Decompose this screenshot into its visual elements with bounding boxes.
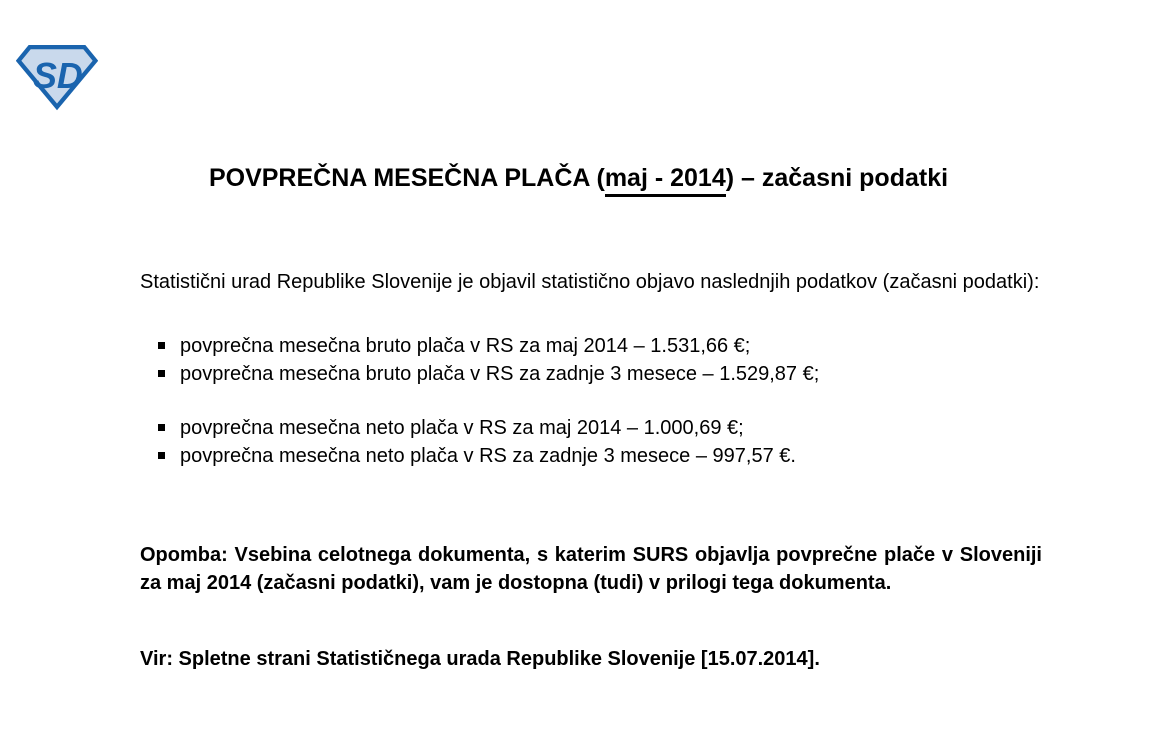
list-item bbox=[158, 332, 1018, 360]
neto-bullet-list bbox=[158, 414, 1018, 470]
title-suffix: ) – začasni podatki bbox=[725, 164, 949, 192]
source-line: Vir: Spletne strani Statističnega urada Republike Slovenije [15.07.2014]. bbox=[140, 648, 820, 670]
title-underlined-date: maj - 2014 bbox=[605, 165, 726, 197]
bruto-bullet-list bbox=[158, 332, 1018, 388]
intro-paragraph: Statistični urad Republike Slovenije je objavil statistično objavo naslednjih podatkov (začasni podatki): bbox=[140, 271, 1040, 293]
list-item bbox=[158, 414, 1018, 442]
title-prefix: POVPREČNA MESEČNA PLAČA ( bbox=[208, 164, 605, 192]
logo-letters: SD bbox=[32, 56, 83, 97]
square-bullet-icon bbox=[158, 370, 165, 377]
bullet-text: povprečna mesečna bruto plača v RS za maj 2014 – 1.531,66 €; bbox=[180, 335, 751, 357]
list-item bbox=[158, 360, 1018, 388]
square-bullet-icon bbox=[158, 452, 165, 459]
sd-shield-logo bbox=[16, 43, 98, 111]
page-title bbox=[0, 164, 1157, 197]
square-bullet-icon bbox=[158, 342, 165, 349]
list-item bbox=[158, 442, 1018, 470]
bullet-text: povprečna mesečna neto plača v RS za zadnje 3 mesece – 997,57 €. bbox=[180, 445, 796, 467]
square-bullet-icon bbox=[158, 424, 165, 431]
bullet-text: povprečna mesečna neto plača v RS za maj 2014 – 1.000,69 €; bbox=[180, 417, 744, 439]
bullet-text: povprečna mesečna bruto plača v RS za zadnje 3 mesece – 1.529,87 €; bbox=[180, 363, 820, 385]
note-paragraph: Opomba: Vsebina celotnega dokumenta, s katerim SURS objavlja povprečne plače v Sloveniji za maj 2014 (začasni podatki), vam je dostopna (tudi) v prilogi tega dokumenta. bbox=[140, 544, 1042, 594]
